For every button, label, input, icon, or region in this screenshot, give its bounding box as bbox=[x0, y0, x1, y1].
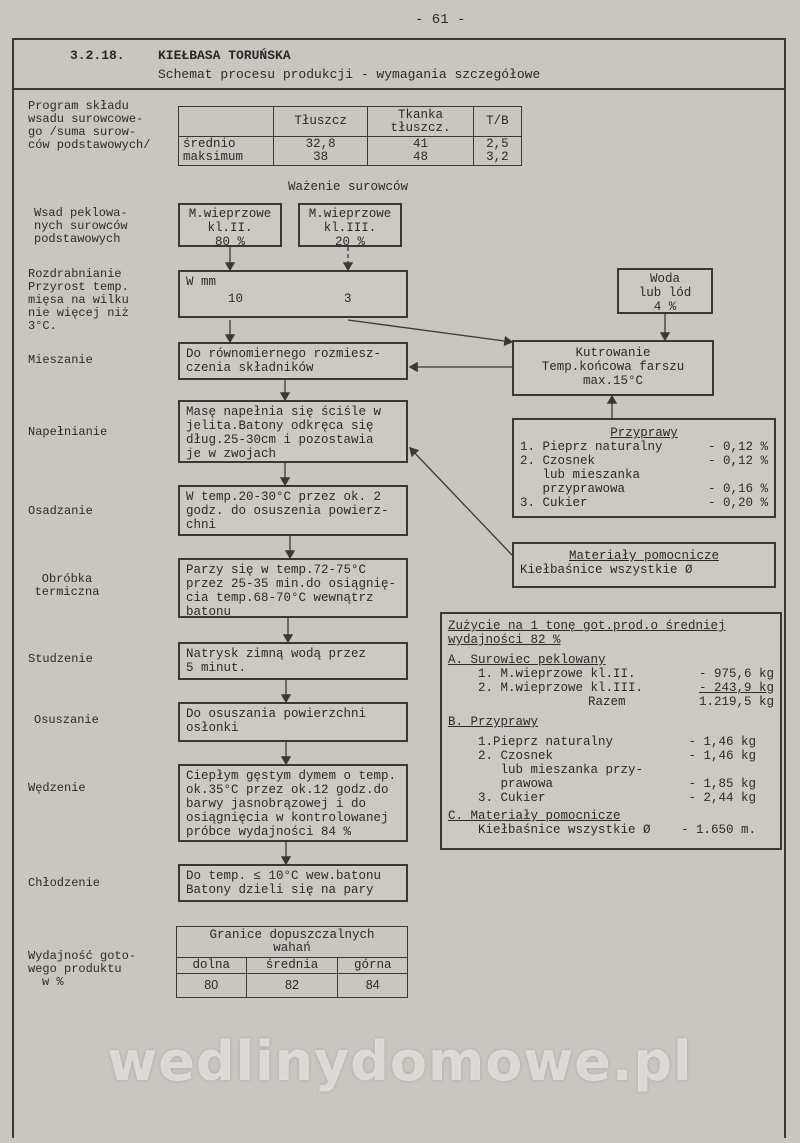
filling-box: Masę napełnia się ściśle w jelita.Batony odkręca się dług.25-30cm i pozostawia je w zwojach bbox=[178, 400, 408, 463]
spices-title: Przyprawy bbox=[610, 426, 678, 440]
stage-label-wsad: Wsad peklowa- nych surowców podstawowych bbox=[34, 206, 128, 246]
stage-label-rozdrabnianie: Rozdrabnianie Przyrost temp. mięsa na wilku nie więcej niż 3°C. bbox=[28, 267, 129, 333]
composition-fat: 32,8 38 bbox=[274, 137, 368, 166]
composition-tb: 2,5 3,2 bbox=[473, 137, 521, 166]
stage-label-chlodzenie: Chłodzenie bbox=[28, 876, 101, 890]
yield-header-low: dolna bbox=[177, 958, 247, 974]
weighing-title: Ważenie surowców bbox=[288, 180, 409, 194]
spices-box: Przyprawy 1. Pieprz naturalny - 0,12 % 2. Czosnek - 0,12 % lub mieszanka przyprawowa - 0,16 % 3. Cukier - 0,20 % bbox=[512, 418, 776, 518]
auxiliary-box bbox=[512, 542, 776, 588]
consumption-section-c: C. Materiały pomocnicze bbox=[448, 809, 621, 823]
header-fat: Tłuszcz bbox=[274, 107, 368, 137]
drying-box: Do osuszania powierzchni osłonki bbox=[178, 702, 408, 742]
document-subtitle: Schemat procesu produkcji - wymagania szczegółowe bbox=[158, 67, 541, 82]
yield-title: Granice dopuszczalnych wahań bbox=[177, 927, 408, 958]
stage-label-mieszanie: Mieszanie bbox=[28, 353, 93, 367]
consumption-section-a: A. Surowiec peklowany bbox=[448, 653, 606, 667]
meat-class-3-box: M.wieprzowe kl.III. 20 % bbox=[298, 203, 402, 247]
auxiliary-title: Materiały pomocnicze bbox=[568, 549, 720, 563]
header-tb: T/B bbox=[473, 107, 521, 137]
stage-label-studzenie: Studzenie bbox=[28, 652, 93, 666]
yield-header-avg: średnia bbox=[246, 958, 338, 974]
stage-label-osadzanie: Osadzanie bbox=[28, 504, 93, 518]
watermark: wedlinydomowe.pl bbox=[107, 1030, 693, 1093]
product-title: KIEŁBASA TORUŃSKA bbox=[158, 48, 291, 63]
mincing-box bbox=[178, 270, 408, 318]
cooling-shower-box: Natrysk zimną wodą przez 5 minut. bbox=[178, 642, 408, 680]
yield-low: 80 bbox=[177, 974, 247, 998]
thermal-box: Parzy się w temp.72-75°C przez 25-35 min.do osiągnię- cia temp.68-70°C wewnątrz batonu bbox=[178, 558, 408, 618]
settling-box: W temp.20-30°C przez ok. 2 godz. do osuszenia powierz- chni bbox=[178, 485, 408, 536]
page-number: - 61 - bbox=[415, 12, 466, 28]
consumption-section-b: B. Przyprawy bbox=[448, 715, 539, 729]
stage-label-obrobka: Obróbka termiczna bbox=[34, 572, 100, 599]
section-number: 3.2.18. bbox=[70, 48, 125, 63]
yield-high: 84 bbox=[338, 974, 408, 998]
stage-label-wydajnosc: Wydajność goto- wego produktu w % bbox=[28, 949, 137, 989]
auxiliary-text: Kiełbaśnice wszystkie Ø bbox=[520, 563, 693, 577]
yield-table bbox=[176, 926, 408, 998]
composition-table bbox=[178, 106, 522, 166]
composition-tissue: 41 48 bbox=[368, 137, 474, 166]
yield-header-high: górna bbox=[338, 958, 408, 974]
stage-label-napelnianie: Napełnianie bbox=[28, 425, 108, 439]
header-tissue: Tkanka tłuszcz. bbox=[368, 107, 474, 137]
mincing-plate-1: 10 bbox=[228, 292, 244, 306]
cutter-box: Kutrowanie Temp.końcowa farszu max.15°C bbox=[512, 340, 714, 396]
stage-label-osuszanie: Osuszanie bbox=[34, 713, 99, 727]
meat-class-2-box: M.wieprzowe kl.II. 80 % bbox=[178, 203, 282, 247]
mixing-box: Do równomiernego rozmiesz- czenia składników bbox=[178, 342, 408, 380]
stage-label-wedzenie: Wędzenie bbox=[28, 781, 86, 795]
water-ice-box: Woda lub lód 4 % bbox=[617, 268, 713, 314]
composition-row-names: średnio maksimum bbox=[179, 137, 274, 166]
mincing-unit: W mm bbox=[186, 275, 217, 289]
mincing-plate-2: 3 bbox=[344, 292, 352, 306]
chilling-box: Do temp. ≤ 10°C wew.batonu Batony dzieli się na pary bbox=[178, 864, 408, 902]
composition-label: Program składu wsadu surowcowe- go /suma surow- ców podstawowych/ bbox=[28, 99, 151, 152]
smoking-box: Ciepłym gęstym dymem o temp. ok.35°C przez ok.12 godz.do barwy jasnobrązowej i do osiągnięcia w kontrolowanej próbce wydajności 84 % bbox=[178, 764, 408, 842]
yield-avg: 82 bbox=[246, 974, 338, 998]
consumption-box: Zużycie na 1 tonę got.prod.o średniej wydajności 82 % A. Surowiec peklowany 1. M.wieprzowe kl.II. - 975,6 kg 2. M.wieprzowe kl.III. - 243,9 kg Razem 1.219,5 kg B. Przyprawy 1.Pieprz naturalny - 1,46 kg 2. Czosnek - 1,46 kg lub mieszanka przy- prawowa - 1,85 kg 3. Cukier - 2,44 kg C. Materiały pomocnicze Kiełbaśnice wszystkie Ø - 1.650 m. bbox=[440, 612, 782, 850]
